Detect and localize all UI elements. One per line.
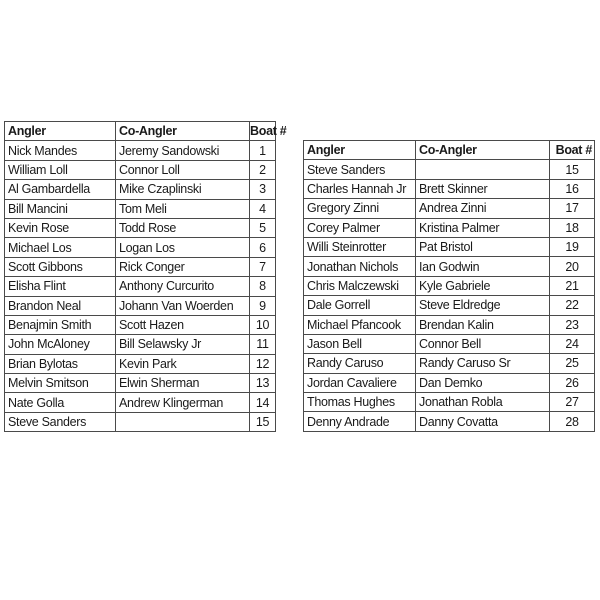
- boat-number-cell: 20: [550, 257, 595, 276]
- table-row: [304, 179, 595, 198]
- boat-number-cell: 21: [550, 276, 595, 295]
- table-row: [304, 315, 595, 334]
- boat-number-cell: 12: [250, 354, 276, 373]
- boat-number-cell: 15: [550, 160, 595, 179]
- table-row: [5, 354, 276, 373]
- co-angler-cell: [116, 412, 250, 431]
- boat-number-cell: 3: [250, 180, 276, 199]
- table-row: [5, 238, 276, 257]
- boat-number-cell: 7: [250, 257, 276, 276]
- boat-number-cell: 17: [550, 199, 595, 218]
- boat-number-cell: 25: [550, 354, 595, 373]
- co-angler-cell: Anthony Curcurito: [116, 277, 250, 296]
- table-row: [5, 180, 276, 199]
- angler-cell: Brandon Neal: [5, 296, 116, 315]
- angler-cell: Michael Pfancook: [304, 315, 416, 334]
- co-angler-cell: Andrea Zinni: [416, 199, 550, 218]
- table-row: [5, 257, 276, 276]
- angler-cell: Michael Los: [5, 238, 116, 257]
- angler-cell: Gregory Zinni: [304, 199, 416, 218]
- boat-header: Boat #: [550, 141, 595, 160]
- angler-cell: Kevin Rose: [5, 218, 116, 237]
- angler-cell: Corey Palmer: [304, 218, 416, 237]
- angler-cell: Chris Malczewski: [304, 276, 416, 295]
- co-angler-cell: Tom Meli: [116, 199, 250, 218]
- boat-number-cell: 15: [250, 412, 276, 431]
- co-angler-cell: Scott Hazen: [116, 315, 250, 334]
- table-row: [304, 296, 595, 315]
- co-angler-cell: [416, 160, 550, 179]
- angler-cell: Willi Steinrotter: [304, 237, 416, 256]
- angler-cell: Al Gambardella: [5, 180, 116, 199]
- boat-number-cell: 28: [550, 412, 595, 431]
- angler-cell: Dale Gorrell: [304, 296, 416, 315]
- table-row: [304, 199, 595, 218]
- angler-header: Angler: [304, 141, 416, 160]
- co-angler-cell: Todd Rose: [116, 218, 250, 237]
- boat-number-cell: 4: [250, 199, 276, 218]
- table-row: [5, 412, 276, 431]
- angler-cell: Bill Mancini: [5, 199, 116, 218]
- co-angler-cell: Mike Czaplinski: [116, 180, 250, 199]
- boat-number-cell: 9: [250, 296, 276, 315]
- boat-number-cell: 11: [250, 335, 276, 354]
- pairings-table-right: [303, 140, 595, 432]
- boat-number-cell: 22: [550, 296, 595, 315]
- angler-cell: Jordan Cavaliere: [304, 373, 416, 392]
- angler-cell: Benajmin Smith: [5, 315, 116, 334]
- angler-cell: Denny Andrade: [304, 412, 416, 431]
- angler-cell: Thomas Hughes: [304, 393, 416, 412]
- co-angler-cell: Pat Bristol: [416, 237, 550, 256]
- co-angler-header: Co-Angler: [116, 122, 250, 141]
- co-angler-cell: Jonathan Robla: [416, 393, 550, 412]
- boat-number-cell: 14: [250, 393, 276, 412]
- co-angler-cell: Connor Loll: [116, 160, 250, 179]
- co-angler-cell: Ian Godwin: [416, 257, 550, 276]
- pairings-table-left: [4, 121, 287, 432]
- boat-number-cell: 24: [550, 334, 595, 353]
- co-angler-cell: Connor Bell: [416, 334, 550, 353]
- angler-cell: Nick Mandes: [5, 141, 116, 160]
- table-row: [5, 393, 276, 412]
- angler-cell: William Loll: [5, 160, 116, 179]
- boat-number-cell: 23: [550, 315, 595, 334]
- header-row: [304, 141, 595, 160]
- co-angler-cell: Kyle Gabriele: [416, 276, 550, 295]
- header-row: [5, 122, 276, 141]
- boat-number-cell: 2: [250, 160, 276, 179]
- co-angler-cell: Jeremy Sandowski: [116, 141, 250, 160]
- angler-cell: Nate Golla: [5, 393, 116, 412]
- angler-header: Angler: [5, 122, 116, 141]
- boat-header: Boat #: [250, 122, 276, 141]
- table-row: [304, 393, 595, 412]
- table-row: [304, 160, 595, 179]
- table-row: [304, 276, 595, 295]
- co-angler-cell: Brendan Kalin: [416, 315, 550, 334]
- co-angler-cell: Johann Van Woerden: [116, 296, 250, 315]
- co-angler-cell: Andrew Klingerman: [116, 393, 250, 412]
- co-angler-cell: Kristina Palmer: [416, 218, 550, 237]
- angler-cell: Brian Bylotas: [5, 354, 116, 373]
- angler-cell: Charles Hannah Jr: [304, 179, 416, 198]
- table-row: [304, 354, 595, 373]
- table-row: [304, 237, 595, 256]
- table-row: [5, 160, 276, 179]
- angler-cell: Randy Caruso: [304, 354, 416, 373]
- angler-cell: Steve Sanders: [5, 412, 116, 431]
- table-row: [5, 218, 276, 237]
- table-row: [304, 334, 595, 353]
- angler-cell: John McAloney: [5, 335, 116, 354]
- co-angler-cell: Elwin Sherman: [116, 374, 250, 393]
- boat-number-cell: 13: [250, 374, 276, 393]
- boat-number-cell: 16: [550, 179, 595, 198]
- boat-number-cell: 10: [250, 315, 276, 334]
- angler-cell: Jonathan Nichols: [304, 257, 416, 276]
- table-row: [5, 277, 276, 296]
- co-angler-cell: Bill Selawsky Jr: [116, 335, 250, 354]
- angler-cell: Steve Sanders: [304, 160, 416, 179]
- boat-number-cell: 19: [550, 237, 595, 256]
- table-row: [5, 141, 276, 160]
- table-row: [5, 335, 276, 354]
- boat-number-cell: 6: [250, 238, 276, 257]
- angler-cell: Melvin Smitson: [5, 374, 116, 393]
- co-angler-cell: Steve Eldredge: [416, 296, 550, 315]
- co-angler-cell: Rick Conger: [116, 257, 250, 276]
- table-row: [5, 199, 276, 218]
- table-row: [304, 412, 595, 431]
- co-angler-cell: Logan Los: [116, 238, 250, 257]
- table-row: [5, 374, 276, 393]
- boat-number-cell: 5: [250, 218, 276, 237]
- co-angler-cell: Danny Covatta: [416, 412, 550, 431]
- table-row: [5, 296, 276, 315]
- co-angler-cell: Randy Caruso Sr: [416, 354, 550, 373]
- co-angler-cell: Kevin Park: [116, 354, 250, 373]
- co-angler-cell: Brett Skinner: [416, 179, 550, 198]
- co-angler-header: Co-Angler: [416, 141, 550, 160]
- angler-cell: Elisha Flint: [5, 277, 116, 296]
- angler-cell: Scott Gibbons: [5, 257, 116, 276]
- table-row: [304, 257, 595, 276]
- boat-number-cell: 27: [550, 393, 595, 412]
- boat-number-cell: 1: [250, 141, 276, 160]
- co-angler-cell: Dan Demko: [416, 373, 550, 392]
- boat-number-cell: 26: [550, 373, 595, 392]
- table-body: [304, 160, 595, 431]
- angler-cell: Jason Bell: [304, 334, 416, 353]
- table-row: [5, 315, 276, 334]
- boat-number-cell: 8: [250, 277, 276, 296]
- table-row: [304, 218, 595, 237]
- table-body: [5, 141, 276, 432]
- table-row: [304, 373, 595, 392]
- boat-number-cell: 18: [550, 218, 595, 237]
